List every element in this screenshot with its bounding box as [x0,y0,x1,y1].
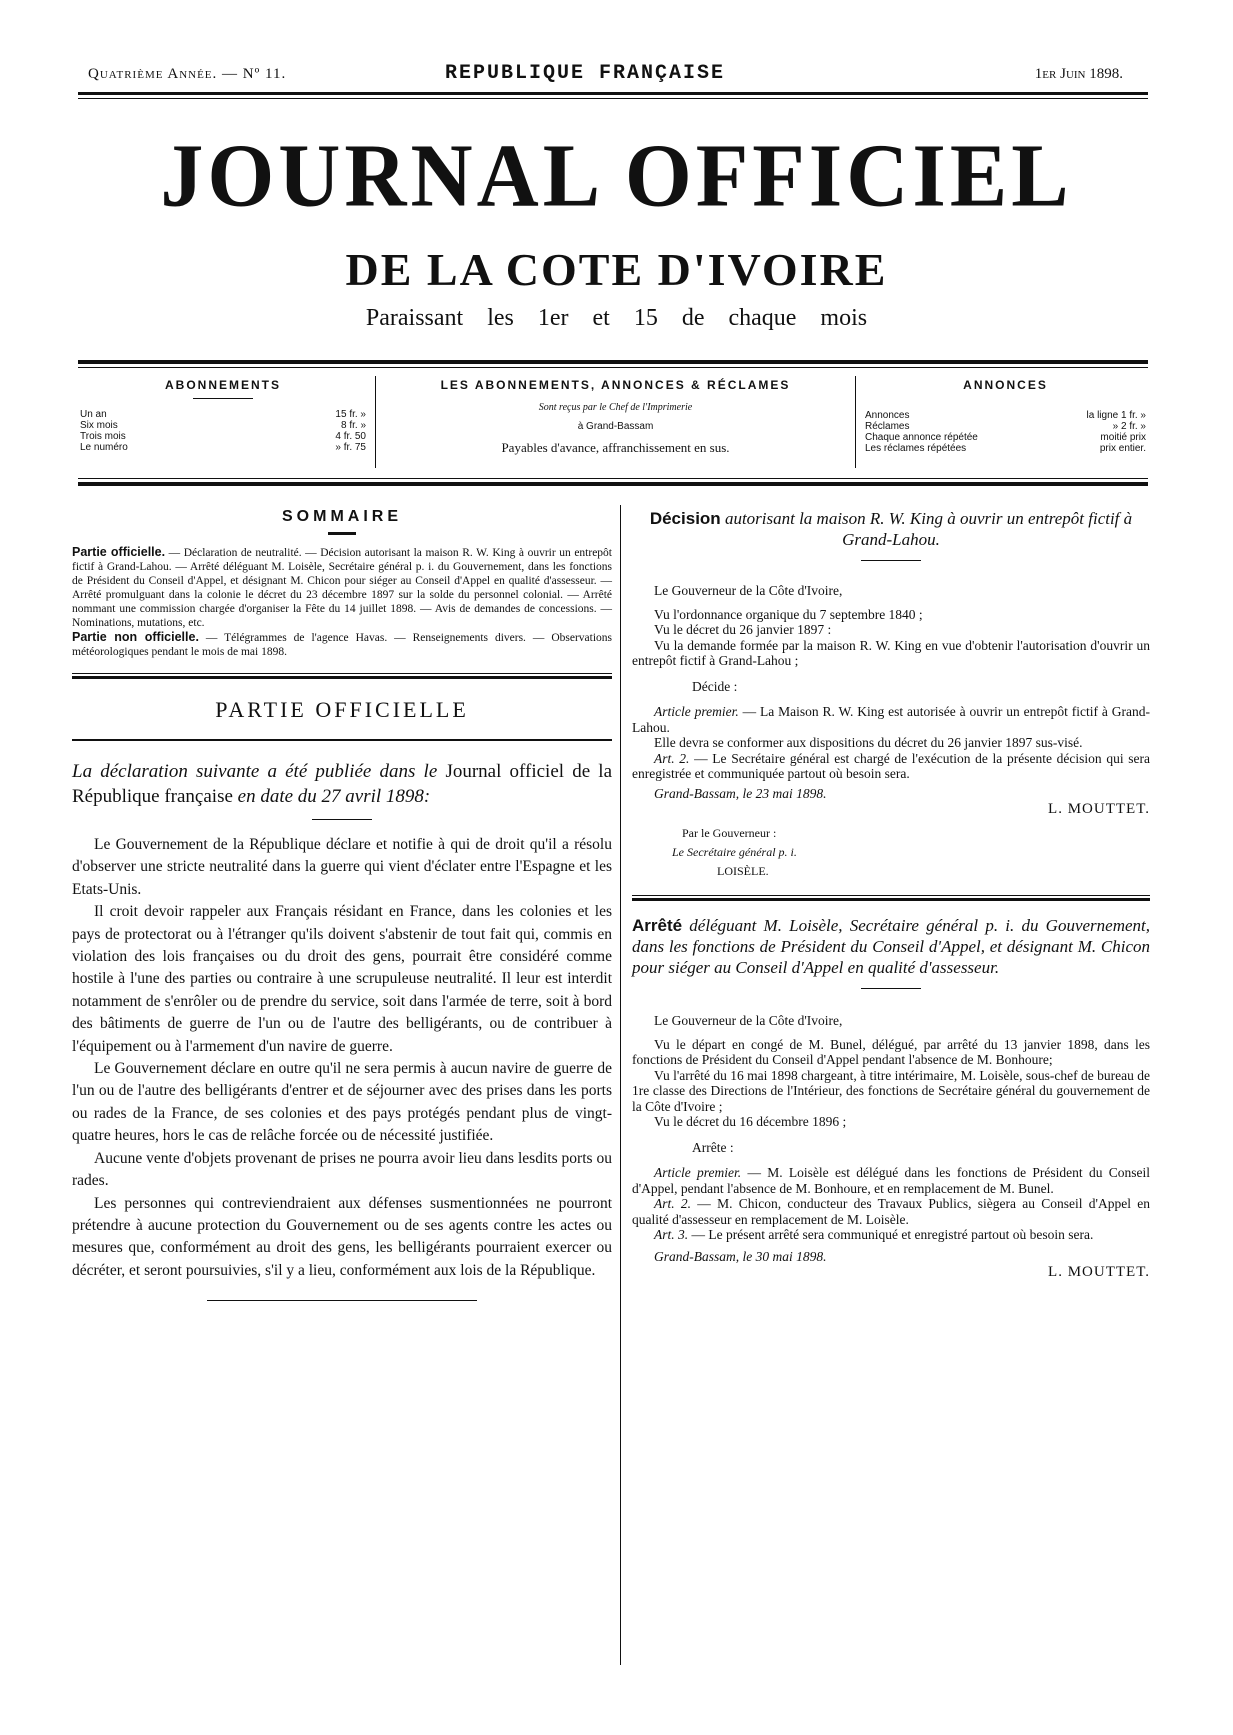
center-col [383,372,848,472]
subscription-header [78,372,1148,472]
header-rule-bottom [78,482,1148,486]
arrete-arrete: Arrête : [692,1139,734,1155]
year-issue: Quatrième Année. — Nº 11. [88,66,287,82]
partie-officielle-heading: PARTIE OFFICIELLE [215,697,469,722]
sommaire [72,508,612,659]
price-row: Chaque annonce répétée moitié prix [865,432,1146,443]
abonnements-title: ABONNEMENTS [164,378,281,392]
arrete-article-2: Art. 2. — M. Chicon, conducteur des Travaux Publics, siègera au Conseil d'Appel en qualité d'assesseur en remplacement de M. Loisèle. [632,1196,1150,1227]
arrete-article-3: Art. 3. — Le présent arrêté sera communiqué et enregistré partout où besoin sera. [654,1227,1094,1242]
issue-date: 1er Juin 1898. [1034,66,1123,82]
center-line2: à Grand-Bassam [577,421,654,432]
arrete-vu: Vu le départ en congé de M. Bunel, délégué, par arrêté du 13 janvier 1898, dans les fonctions de Président du Conseil d'Appel pendant l'absence de M. Bonhoure; [632,1036,1150,1067]
decision-article-1b: Elle devra se conformer aux dispositions du décret du 26 janvier 1897 sus-visé. [654,735,1083,750]
secretaire-general: Le Secrétaire général p. i. [672,845,797,859]
annonces-col [863,372,1148,472]
decision-signature: L. MOUTTET. [1048,801,1150,817]
loisele-signature: LOISÈLE. [717,864,769,878]
price-row: Trois mois 4 fr. 50 [80,431,366,442]
periodicity: Paraissant les 1er et 15 de chaque mois [365,305,868,331]
column-divider [620,505,621,1665]
decision-decide: Décide : [692,678,738,694]
top-rule [78,92,1148,95]
arrete-governor: Le Gouverneur de la Côte d'Ivoire, [654,1013,843,1028]
left-column [72,508,612,1301]
price-row: Les réclames répétées prix entier. [865,443,1146,454]
decision-governor: Le Gouverneur de la Côte d'Ivoire, [654,583,843,598]
annonces-title: ANNONCES [963,378,1048,392]
decision-vu: Vu le décret du 26 janvier 1897 : [654,622,832,637]
price-row: Six mois 8 fr. » [80,420,366,431]
masthead-top [0,62,1233,88]
paragraph: Le Gouvernement déclare en outre qu'il ne sera permis à aucun navire de guerre de l'un ou de l'autre des belligérants d'entrer et de séjourner avec des prises dans les ports ou rades de la France, de ses colonies et des pays protégés pendant plus de vingt-quatre heures, hors le cas de relâche forcée ou de nécessité justifiée. [72,1060,612,1145]
abonnements-col [78,372,368,472]
decision-vu: Vu la demande formée par la maison R. W. King en vue d'obtenir l'autorisation d'ouvrir un entrepôt fictif à Grand-Lahou ; [632,637,1150,668]
top-rule-thin [78,98,1148,99]
right-column [632,508,1150,1281]
paragraph: Les personnes qui contreviendraient aux défenses susmentionnées ne pourront prétendre à aucune protection du Gouvernement ou de ses agents contre les actes ou mesures que, conformément au droit des gens, les belligérants pourraient exercer ou décréter, et seront poursuivies, s'il y a lieu, conformément aux lois de la République. [72,1194,612,1279]
lead-paragraph: La déclaration suivante a été publiée dans le Journal officiel de la République française en date du 27 avril 1898: [72,761,613,807]
price-row: Réclames » 2 fr. » [865,421,1146,432]
header-divider [375,376,376,468]
decision-article-1: Article premier. — La Maison R. W. King est autorisée à ouvrir un entrepôt fictif à Grand-Lahou. [632,704,1150,735]
decision-heading: Décision autorisant la maison R. W. King à ouvrir un entrepôt fictif à Grand-Lahou. [649,509,1133,549]
price-row: Annonces la ligne 1 fr. » [865,410,1146,421]
arrete-signature: L. MOUTTET. [1048,1264,1150,1280]
arrete-vu: Vu l'arrêté du 16 mai 1898 chargeant, à titre intérimaire, M. Loisèle, sous-chef de bureau de 1re classe des Directions de l'Intérieur, des fonctions de Secrétaire général du gouvernement de la Côte d'Ivoire ; [632,1067,1150,1114]
center-line1: Sont reçus par le Chef de l'Imprimerie [538,402,693,413]
header-rule-top-thin [78,367,1148,368]
republic-label: REPUBLIQUE FRANÇAISE [445,62,726,85]
paragraph: Il croit devoir rappeler aux Français résidant en France, dans les colonies et les pays de protectorat ou à l'étranger qu'ils doivent s'abstenir de tout fait qui, commis en violation des lois françaises ou du droit des gens, pourrait être considéré comme hostile à l'une des parties ou contraire à une scrupuleuse neutralité. Il leur est interdit notamment de s'enrôler ou de prendre du service, soit dans l'armée de terre, soit à bord des bâtiments de guerre de l'un ou de l'autre des belligérants, ou de contribuer à l'équipement ou à l'armement d'un navire de guerre. [72,903,612,1055]
sommaire-officielle: Partie officielle. — Déclaration de neutralité. — Décision autorisant la maison R. W. King à ouvrir un entrepôt fictif à Grand-Lahou. — Arrêté déléguant M. Loisèle, Secrétaire général p. i. du Gouvernement, dans les fonctions de Président du Conseil d'Appel, et désignant M. Chicon pour siéger au Conseil d'Appel en qualité d'assesseur. — Arrêté promulguant dans la colonie le décret du 23 décembre 1897 sur la solde du personnel colonial. — Arrêté nommant une commission chargée d'organiser la Fête du 14 juillet 1898. — Avis de demandes de concessions. — Nominations, mutations, etc. [72,545,612,629]
journal-subtitle: DE LA COTE D'IVOIRE [345,244,888,295]
center-title: LES ABONNEMENTS, ANNONCES & RÉCLAMES [440,378,791,392]
end-rule [207,1300,477,1301]
sommaire-title: SOMMAIRE [282,508,402,525]
paragraph: Aucune vente d'objets provenant de prises ne pourra avoir lieu dans lesdits ports ou rades. [72,1149,612,1190]
journal-title: JOURNAL OFFICIEL [160,124,1073,226]
decision-vu: Vu l'ordonnance organique du 7 septembre 1840 ; [654,606,923,622]
decision-place-date: Grand-Bassam, le 23 mai 1898. [654,785,827,801]
arrete-vu: Vu le décret du 16 décembre 1896 ; [654,1114,847,1129]
arrete-heading: Arrêté déléguant M. Loisèle, Secrétaire général p. i. du Gouvernement, dans les fonctions de Président du Conseil d'Appel, et désignant M. Chicon pour siéger au Conseil d'Appel en qualité d'assesseur. [632,916,1150,977]
price-row: Le numéro » fr. 75 [80,442,366,453]
center-line3: Payables d'avance, affranchissement en sus. [501,440,730,455]
price-row: Un an 15 fr. » [80,409,366,420]
sommaire-non-officielle: Partie non officielle. — Télégrammes de l'agence Havas. — Renseignements divers. — Observations météorologiques pendant le mois de mai 1898. [72,630,613,658]
header-rule-bottom-thin [78,478,1148,479]
header-divider [855,376,856,468]
arrete-article-1: Article premier. — M. Loisèle est délégué dans les fonctions de Président du Conseil d'Appel, pendant l'absence de M. Bonhoure, et en remplacement de M. Bunel. [632,1165,1150,1196]
arrete-place-date: Grand-Bassam, le 30 mai 1898. [654,1248,827,1264]
header-rule-top [78,360,1148,364]
paragraph: Le Gouvernement de la République déclare et notifie à qui de droit qu'il a résolu d'observer une stricte neutralité dans la guerre qui vient d'éclater entre l'Espagne et les Etats-Unis. [72,836,612,898]
par-le-gouverneur: Par le Gouverneur : [682,826,777,840]
decision-article-2: Art. 2. — Le Secrétaire général est chargé de l'exécution de la présente décision qui sera enregistrée et communiquée partout où besoin sera. [632,750,1150,781]
declaration-body [72,834,612,1282]
